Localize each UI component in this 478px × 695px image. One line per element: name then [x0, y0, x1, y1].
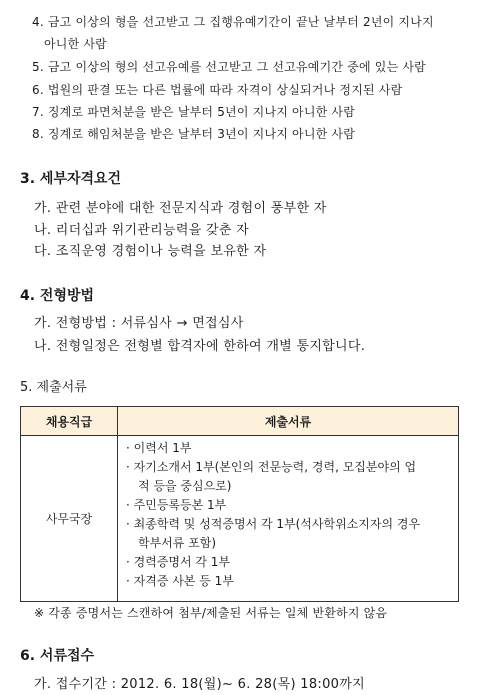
- section4-item-ga: 가. 전형방법 : 서류심사 → 면접심사: [34, 316, 244, 331]
- header-documents: 제출서류: [118, 407, 459, 436]
- disqualification-item-5: 5. 금고 이상의 형의 선고유예를 선고받고 그 선고유예기간 중에 있는 사람: [32, 60, 426, 74]
- document-item-transcript-continued: 학부서류 포함): [138, 536, 217, 550]
- documents-table: [20, 406, 459, 602]
- document-item-resume: · 이력서 1부: [126, 441, 192, 455]
- position-cell: 사무국장: [21, 436, 118, 602]
- table-row: [21, 436, 459, 602]
- section4-item-na: 나. 전형일정은 전형별 합격자에 한하여 개별 통지합니다.: [34, 339, 366, 354]
- disqualification-item-6: 6. 법원의 판결 또는 다른 법률에 따라 자격이 상실되거나 정지된 사람: [32, 83, 403, 97]
- document-item-career-certificate: · 경력증명서 각 1부: [126, 555, 231, 569]
- section5-heading: 5. 제출서류: [20, 380, 87, 395]
- submission-note: ※ 각종 증명서는 스캔하여 첨부/제출된 서류는 일체 반환하지 않음: [34, 606, 388, 620]
- document-item-transcript: · 최종학력 및 성적증명서 각 1부(석사학위소지자의 경우: [126, 517, 421, 531]
- disqualification-item-4: 4. 금고 이상의 형을 선고받고 그 집행유예기간이 끝난 날부터 2년이 지나지: [32, 15, 434, 29]
- section3-item-ga: 가. 관련 분야에 대한 전문지식과 경험이 풍부한 자: [34, 201, 327, 216]
- section3-item-da: 다. 조직운영 경험이나 능력을 보유한 자: [34, 244, 267, 259]
- table-header-row: [21, 407, 459, 436]
- disqualification-item-8: 8. 징계로 해임처분을 받은 날부터 3년이 지나지 아니한 사람: [32, 127, 356, 141]
- section6-item-ga: 가. 접수기간 : 2012. 6. 18(월)~ 6. 28(목) 18:00까지: [34, 677, 365, 692]
- document-item-self-intro: · 자기소개서 1부(본인의 전문능력, 경력, 모집분야의 업: [126, 460, 417, 474]
- section3-item-na: 나. 리더십과 위기관리능력을 갖춘 자: [34, 223, 250, 238]
- section3-heading: 3. 세부자격요건: [20, 171, 122, 187]
- disqualification-item-7: 7. 징계로 파면처분을 받은 날부터 5년이 지나지 아니한 사람: [32, 105, 356, 119]
- section6-heading: 6. 서류접수: [20, 648, 95, 664]
- documents-cell: [118, 436, 459, 602]
- section4-heading: 4. 전형방법: [20, 288, 95, 304]
- header-position: 채용직급: [21, 407, 118, 436]
- document-item-self-intro-continued: 적 등을 중심으로): [138, 479, 232, 493]
- document-item-license-copy: · 자격증 사본 등 1부: [126, 574, 234, 588]
- document-item-resident-register: · 주민등록등본 1부: [126, 498, 227, 512]
- disqualification-item-4-continued: 아니한 사람: [44, 37, 107, 51]
